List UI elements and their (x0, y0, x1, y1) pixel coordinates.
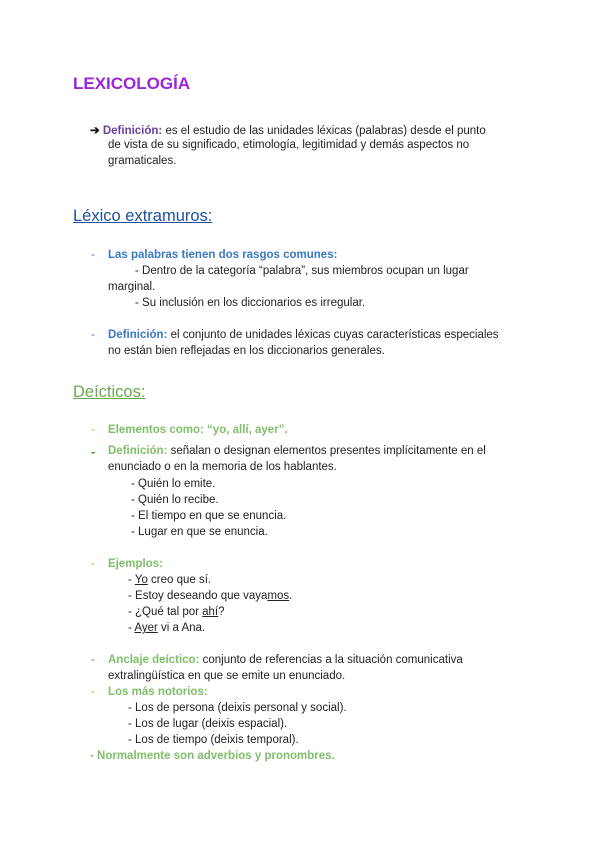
ejemplo-text: . (289, 590, 293, 602)
anclaje-text-1: conjunto de referencias a la situación comunicativa (202, 654, 463, 666)
bullet-dash: - (91, 424, 95, 436)
lexico-definition-text-1: el conjunto de unidades léxicas cuyas características especiales (170, 329, 499, 341)
intro-definition-label: Definición: (102, 125, 163, 137)
ejemplo-3 (128, 606, 225, 618)
intro-definition-text-1: es el estudio de las unidades léxicas (palabras) desde el punto (165, 125, 486, 137)
ejemplo-2 (128, 590, 292, 602)
sub-item: - El tiempo en que se enuncia. (131, 510, 287, 522)
lexico-definition-text-2: no están bien reflejadas en los diccionarios generales. (108, 345, 385, 357)
deicticos-definition-text-2: enunciado o en la memoria de los hablantes. (108, 461, 337, 473)
deicticos-definition-line-1 (108, 445, 486, 457)
final-note: - Normalmente son adverbios y pronombres. (90, 750, 335, 762)
sub-item: - Quién lo recibe. (131, 494, 219, 506)
intro-line-1 (90, 123, 486, 137)
ejemplo-text: - Estoy deseando que vaya (128, 590, 268, 602)
ejemplo-4 (128, 622, 205, 634)
deictic-word: Yo (134, 574, 148, 586)
anclaje-line-1 (108, 654, 463, 666)
rasgos-label: Las palabras tienen dos rasgos comunes: (108, 249, 338, 261)
lexico-definition-label: Definición: (108, 329, 168, 341)
bullet-dash: - (91, 249, 95, 261)
notorios-label: Los más notorios: (108, 686, 208, 698)
deicticos-definition-label: Definición: (108, 445, 168, 457)
bullet-dash: - (91, 654, 95, 666)
deictic-word: ahí (202, 606, 219, 618)
page-title: LEXICOLOGÍA (73, 74, 191, 93)
heading-deicticos: Deícticos: (73, 383, 146, 401)
elementos-label: Elementos como: “yo, allí, ayer”. (108, 424, 288, 436)
ejemplo-text: - (128, 622, 135, 634)
intro-definition-text-3: gramaticales. (108, 155, 177, 167)
notorio-item: - Los de tiempo (deixis temporal). (128, 734, 299, 746)
deicticos-definition-text-1: señalan o designan elementos presentes implícitamente en el (170, 445, 486, 457)
rasgo-1-line-2: marginal. (108, 281, 156, 293)
ejemplos-label: Ejemplos: (108, 558, 163, 570)
ejemplo-text: - ¿Qué tal por (128, 606, 203, 618)
bullet-dash: - (91, 558, 95, 570)
ejemplo-text: - (128, 574, 135, 586)
bullet-dash: - (91, 329, 95, 341)
ejemplo-text: vi a Ana. (157, 622, 206, 634)
deictic-word: mos (267, 590, 290, 602)
ejemplo-text: ? (218, 606, 225, 618)
heading-lexico-extramuros: Léxico extramuros: (73, 207, 213, 225)
sub-item: - Lugar en que se enuncia. (131, 526, 268, 538)
ejemplo-1 (128, 574, 211, 586)
bullet-dash: - (91, 444, 96, 459)
ejemplo-text: creo que sí. (147, 574, 212, 586)
sub-item: - Quién lo emite. (131, 478, 216, 490)
notorio-item: - Los de lugar (deixis espacial). (128, 718, 288, 730)
anclaje-label: Anclaje deíctico: (108, 654, 200, 666)
lexico-definition-line-1 (108, 329, 499, 341)
bullet-dash: - (91, 686, 95, 698)
intro-definition-text-2: de vista de su significado, etimología, legitimidad y demás aspectos no (108, 139, 470, 151)
rasgo-2: - Su inclusión en los diccionarios es irregular. (135, 297, 366, 309)
notorio-item: - Los de persona (deixis personal y social). (128, 702, 347, 714)
rasgo-1-line-1: - Dentro de la categoría “palabra”, sus miembros ocupan un lugar (135, 265, 469, 277)
anclaje-text-2: extralingüística en que se emite un enunciado. (108, 670, 346, 682)
deictic-word: Ayer (134, 622, 158, 634)
arrow-icon: ➔ (90, 125, 100, 137)
